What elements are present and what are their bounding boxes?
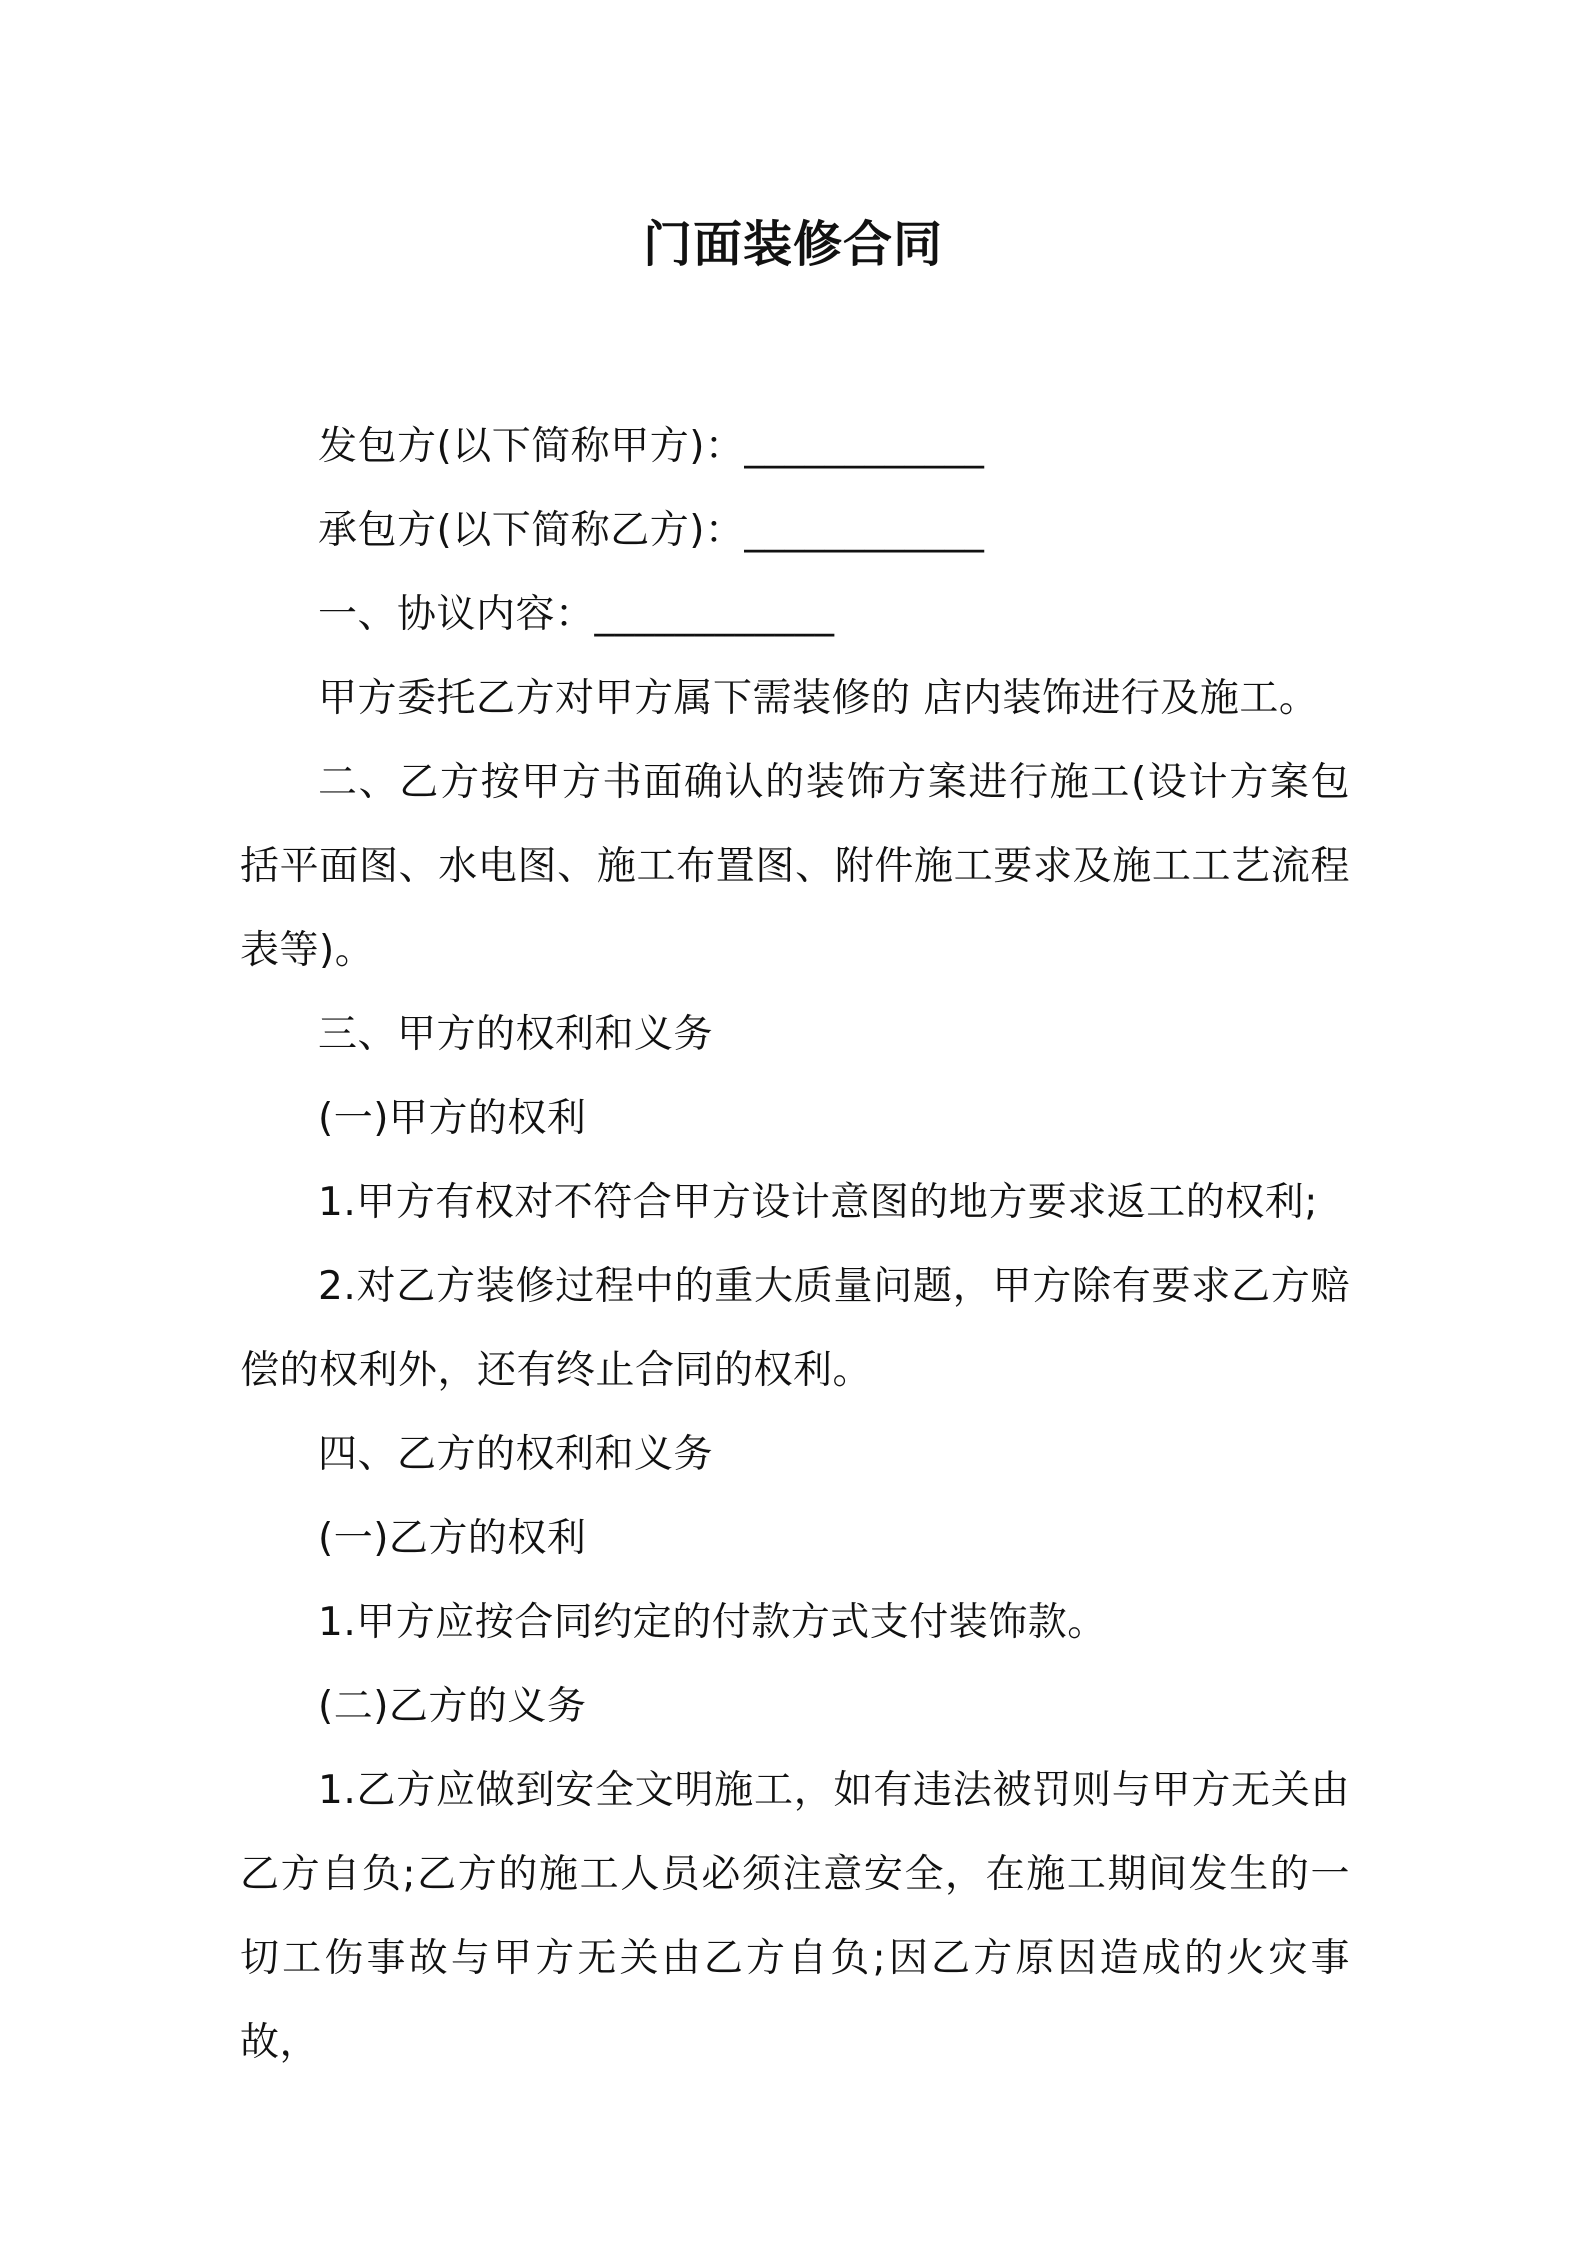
party-b-duty-1: 1.乙方应做到安全文明施工，如有违法被罚则与甲方无关由乙方自负;乙方的施工人员必须注意安全，在施工期间发生的一切工伤事故与甲方无关由乙方自负;因乙方原因造成的火灾事故，	[240, 1768, 1350, 2065]
party-a-right-2: 2.对乙方装修过程中的重大质量问题，甲方除有要求乙方赔偿的权利外，还有终止合同的权利。	[240, 1264, 1350, 1393]
section-2-content: 二、乙方按甲方书面确认的装饰方案进行施工(设计方案包括平面图、水电图、施工布置图、附件施工要求及施工工艺流程表等)。	[240, 760, 1350, 973]
section-4-heading: 四、乙方的权利和义务	[318, 1432, 714, 1477]
contract-title: 门面装修合同	[642, 216, 943, 273]
section-1-heading: 一、协议内容：____________	[318, 592, 835, 637]
party-a-rights-heading: (一)甲方的权利	[318, 1096, 587, 1141]
party-b-line: 承包方(以下简称乙方)：____________	[318, 508, 985, 553]
section-3-heading: 三、甲方的权利和义务	[318, 1012, 714, 1057]
section-1-content: 甲方委托乙方对甲方属下需装修的 店内装饰进行及施工。	[318, 676, 1319, 721]
party-a-line: 发包方(以下简称甲方)：____________	[318, 424, 985, 469]
party-b-right-1: 1.甲方应按合同约定的付款方式支付装饰款。	[318, 1600, 1107, 1645]
party-a-right-1: 1.甲方有权对不符合甲方设计意图的地方要求返工的权利;	[318, 1180, 1318, 1225]
party-b-rights-heading: (一)乙方的权利	[318, 1516, 587, 1561]
contract-body	[240, 405, 1350, 2085]
party-b-duties-heading: (二)乙方的义务	[318, 1684, 587, 1729]
